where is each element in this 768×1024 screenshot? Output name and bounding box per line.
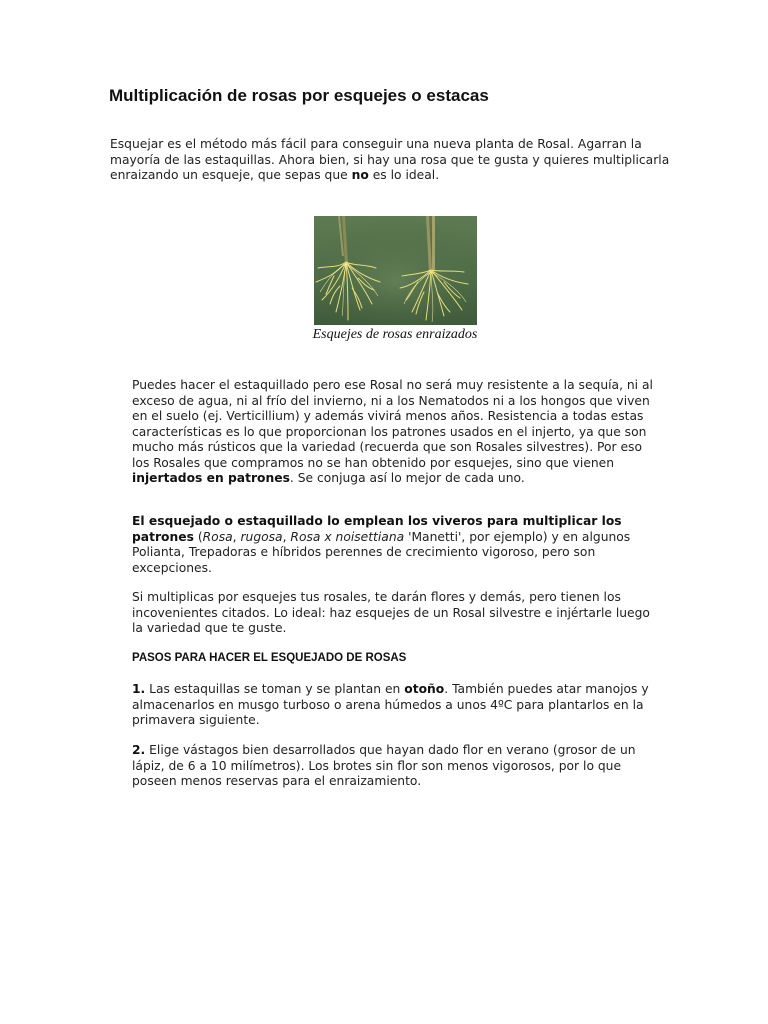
paragraph-nurseries	[132, 514, 662, 576]
p2-italic-3: Rosa x noisettiana	[290, 529, 405, 544]
step-2-number: 2.	[132, 743, 146, 757]
p1-text-2: . Se conjuga así lo mejor de cada uno.	[289, 471, 525, 485]
step-2	[132, 743, 662, 790]
p2-bold: El esquejado o estaquillado lo emplean los viveros para multiplicar los patrones	[132, 514, 622, 544]
step-1-number: 1.	[132, 682, 146, 696]
intro-bold-no: no	[351, 168, 369, 182]
intro-text-2: es lo ideal.	[368, 168, 440, 182]
paragraph-ideal: Si multiplicas por esquejes tus rosales, te darán flores y demás, pero tienen los incovenientes citados. Lo ideal: haz esquejes de un Rosal silvestre e injértarle luego la variedad que te guste.	[132, 590, 650, 635]
p2-text-3: ,	[282, 529, 291, 544]
intro-text-1: Esquejar es el método más fácil para conseguir una nueva planta de Rosal. Agarran la mayoría de las estaquillas. Ahora bien, si hay una rosa que te gusta y quieres multiplicarla enraizando un esqueje, que sepas que	[110, 137, 670, 182]
rooted-cuttings-image	[314, 216, 477, 325]
step-1-text-2: . También puedes atar manojos y almacenarlos en musgo turboso o arena húmedos a unos 4ºC para plantarlos en la primavera siguiente.	[132, 682, 649, 727]
steps-heading: PASOS PARA HACER EL ESQUEJADO DE ROSAS	[132, 652, 407, 664]
step-1-text-1: Las estaquillas se toman y se plantan en	[145, 682, 405, 696]
intro-paragraph	[110, 137, 670, 184]
p2-text-4: 'Manetti', por ejemplo) y en algunos Polianta, Trepadoras e híbridos perennes de crecimiento vigoroso, pero son excepciones.	[132, 529, 631, 575]
p2-italic-2: rugosa	[240, 529, 283, 544]
paragraph-resistance	[132, 378, 662, 487]
step-1	[132, 682, 662, 729]
image-caption: Esquejes de rosas enraizados	[312, 327, 478, 342]
page-title: Multiplicación de rosas por esquejes o estacas	[109, 86, 489, 105]
p2-text-1: (	[193, 529, 203, 544]
step-1-bold: otoño	[404, 682, 445, 696]
p2-italic-1: Rosa	[202, 529, 233, 544]
p1-bold: injertados en patrones	[132, 471, 290, 485]
p2-text-2: ,	[232, 529, 241, 544]
p1-text-1: Puedes hacer el estaquillado pero ese Rosal no será muy resistente a la sequía, ni al exceso de agua, ni al frío del invierno, ni a los Nematodos ni a los hongos que viven en el suelo (ej. Verticillium) y además vivirá menos años. Resistencia a todas estas características es lo que proporcionan los patrones usados en el injerto, ya que son mucho más rústicos que la variedad (recuerda que son Rosales silvestres). Por eso los Rosales que compramos no se han obtenido por esquejes, sino que vienen	[132, 378, 653, 470]
step-2-text-1: Elige vástagos bien desarrollados que hayan dado flor en verano (grosor de un lápiz, de 6 a 10 milímetros). Los brotes sin flor son menos vigorosos, por lo que poseen menos reservas para el enraizamiento.	[132, 743, 636, 788]
